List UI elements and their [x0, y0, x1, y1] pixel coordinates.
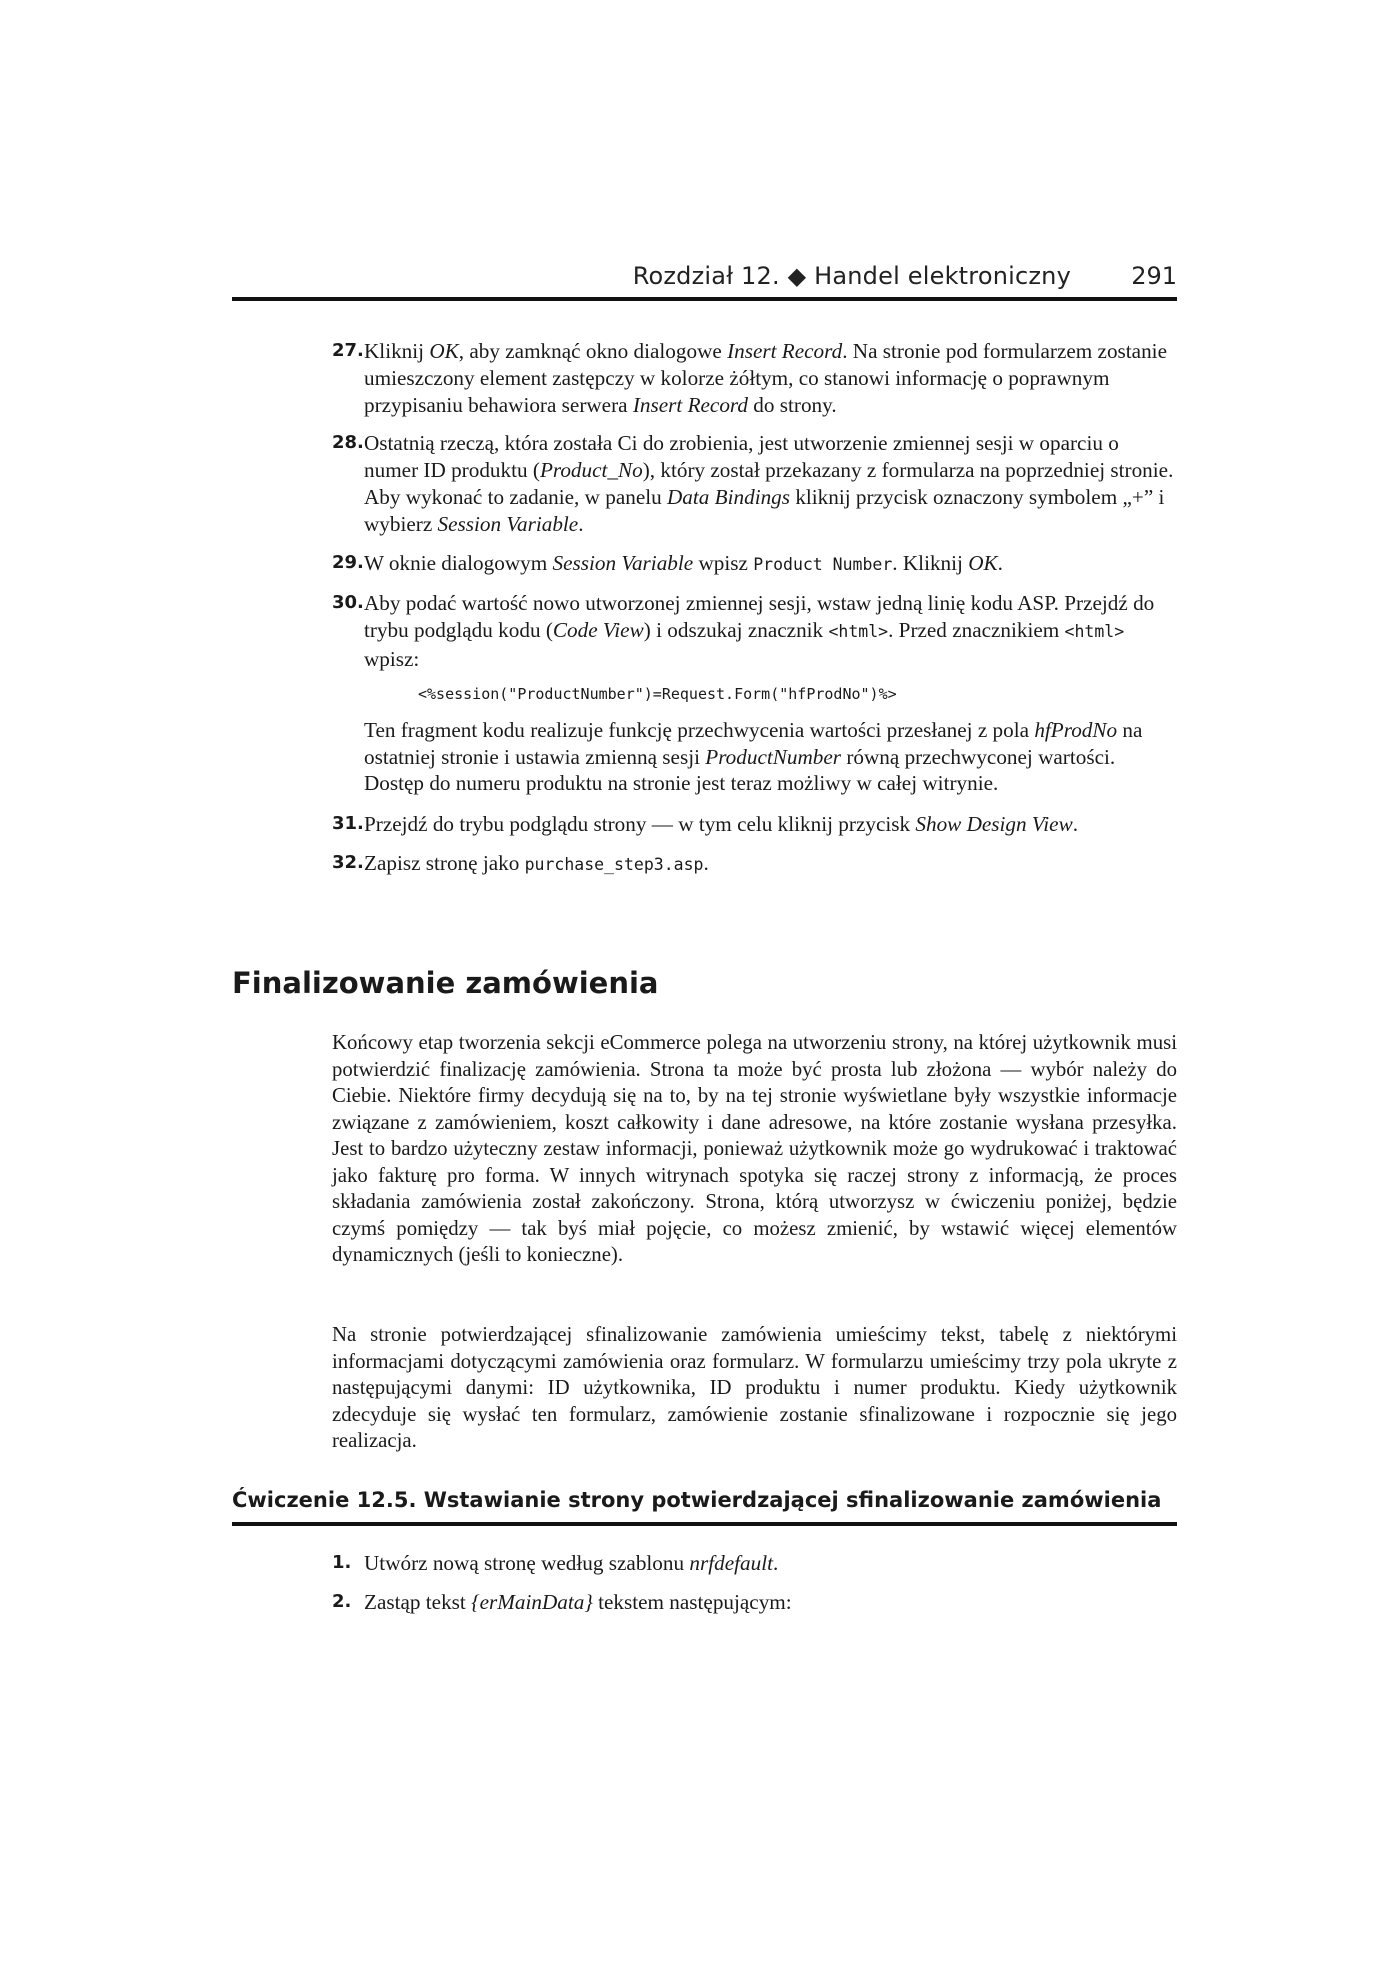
text-run: Przejdź do trybu podglądu strony — w tym celu kliknij przycisk: [364, 812, 916, 837]
section-title: Finalizowanie zamówienia: [232, 966, 659, 1000]
text-run: .: [772, 1551, 779, 1575]
running-title: Rozdział 12. ◆ Handel elektroniczny: [632, 262, 1071, 290]
italic-term: Code View: [552, 618, 644, 643]
text-run: ) i odszukaj znacznik: [643, 618, 829, 643]
italic-term: Insert Record: [632, 392, 748, 417]
exercise-steps-list: [232, 1550, 1177, 1628]
code-line: <%session("ProductNumber")=Request.Form("hfProdNo")%>: [418, 684, 897, 703]
inline-code: Product Number: [753, 554, 893, 574]
text-run: kliknij przycisk oznaczony symbolem „+” i wybierz: [364, 484, 1165, 536]
text-run: na ostatniej stronie i ustawia zmienną sesji: [364, 717, 1143, 769]
step-number: 28.: [332, 432, 364, 454]
list-item: [232, 850, 1177, 879]
text-run: Zastąp tekst: [364, 1589, 472, 1614]
list-item: [232, 1589, 1177, 1616]
step-number: 29.: [332, 551, 364, 573]
step-number: 2.: [332, 1590, 352, 1612]
list-item: [232, 590, 1177, 672]
steps-top-block: [232, 338, 1177, 891]
steps-bottom-list: [232, 811, 1177, 879]
text-run: . Przed znacznikiem: [888, 618, 1065, 643]
italic-term: ProductNumber: [705, 744, 842, 769]
page-number: 291: [1131, 262, 1177, 290]
italic-term: Insert Record: [727, 339, 843, 363]
inline-code: purchase_step3.asp: [524, 854, 704, 874]
text-run: wpisz:: [364, 646, 420, 671]
text-run: ), który został przekazany z formularza na poprzedniej stronie. Aby wykonać to zadanie, w panelu: [364, 458, 1174, 509]
list-item: [232, 338, 1177, 418]
exercise-rule: [232, 1522, 1177, 1526]
paragraph: Końcowy etap tworzenia sekcji eCommerce polega na utworzeniu strony, na której użytkownik musi potwierdzić finalizację zamówienia. Strona ta może być prosta lub złożona — wybór należy do Ciebie. Niektóre firmy decydują się na to, by na tej stronie wyświetlane były wszystkie informacje związane z zamówieniem, koszt całkowity i dane adresowe, na które zostanie wysłana przesyłka. Jest to bardzo użyteczny zestaw informacji, ponieważ użytkownik może go wydrukować i traktować jako fakturę pro forma. W innych witrynach spotyka się raczej strony z informacją, że proces składania zamówienia został zakończony. Strona, którą utworzysz w ćwiczeniu poniżej, będzie czymś pomiędzy — tak byś miał pojęcie, co możesz zmienić, by wstawić więcej elementów dynamicznych (jeśli to konieczne).: [332, 1031, 1177, 1266]
text-run: Ostatnią rzeczą, która została Ci do zrobienia, jest utworzenie zmiennej sesji w oparciu o numer ID produktu (: [364, 431, 1119, 483]
italic-term: Session Variable: [552, 550, 694, 575]
text-run: .: [703, 850, 709, 875]
italic-term: nrfdefault: [689, 1551, 773, 1575]
step-number: 31.: [332, 813, 364, 835]
steps-top-list: [232, 338, 1177, 673]
italic-term: OK: [429, 339, 459, 363]
list-item: [232, 430, 1177, 537]
text-run: do strony.: [747, 392, 837, 417]
italic-term: Show Design View: [915, 812, 1073, 837]
inline-code: <html>: [828, 622, 889, 642]
italic-term: Session Variable: [437, 511, 579, 536]
step-number: 27.: [332, 340, 364, 361]
paragraph: Na stronie potwierdzającej sfinalizowanie zamówienia umieścimy tekst, tabelę z niektórymi informacjami dotyczącymi zamówienia oraz formularz. W formularzu umieścimy trzy pola ukryte z następującymi danymi: ID użytkownika, ID produktu i numer produktu. Kiedy użytkownik zdecyduje się wysłać ten formularz, zamówienie zostanie sfinalizowane i rozpocznie się jego realizacja.: [332, 1323, 1177, 1452]
list-item: [232, 811, 1177, 838]
italic-term: OK: [968, 550, 998, 575]
text-run: W oknie dialogowym: [364, 550, 553, 575]
step-number: 30.: [332, 592, 364, 614]
step-number: 1.: [332, 1552, 352, 1573]
italic-term: {erMainData}: [471, 1589, 593, 1614]
text-run: Utwórz nową stronę według szablonu: [364, 1551, 690, 1575]
text-run: .: [578, 511, 584, 536]
paragraph-2-block: [332, 1322, 1177, 1455]
text-run: .: [1072, 812, 1078, 837]
text-run: , aby zamknąć okno dialogowe: [458, 339, 728, 363]
code-note: [232, 717, 1177, 797]
text-run: tekstem następującym:: [592, 1589, 792, 1614]
text-run: Ten fragment kodu realizuje funkcję przechwycenia wartości przesłanej z pola: [364, 717, 1035, 742]
text-run: Kliknij: [364, 339, 430, 363]
exercise-title: Ćwiczenie 12.5. Wstawianie strony potwierdzającej sfinalizowanie zamówienia: [232, 1488, 1162, 1512]
page-header: [232, 262, 1177, 294]
italic-term: Product_No: [539, 458, 643, 483]
list-item: [232, 1550, 1177, 1577]
text-run: równą przechwyconej wartości. Dostęp do numeru produktu na stronie jest teraz możliwy w całej witrynie.: [364, 744, 1116, 796]
text-run: Zapisz stronę jako: [364, 850, 525, 875]
text-run: . Kliknij: [892, 550, 969, 575]
step-number: 32.: [332, 851, 364, 873]
header-rule: [232, 297, 1177, 301]
text-run: .: [997, 550, 1003, 575]
inline-code: <html>: [1064, 622, 1125, 642]
italic-term: Data Bindings: [667, 484, 791, 509]
list-item: [232, 550, 1177, 579]
paragraph-1-block: [332, 1030, 1177, 1269]
text-run: . Na stronie pod formularzem zostanie umieszczony element zastępczy w kolorze żółtym, co stanowi informację o poprawnym przypisaniu behawiora serwera: [364, 339, 1167, 417]
text-run: wpisz: [693, 550, 754, 575]
text-run: Aby podać wartość nowo utworzonej zmiennej sesji, wstaw jedną linię kodu ASP. Przejdź do trybu podglądu kodu (: [364, 591, 1155, 643]
italic-term: hfProdNo: [1034, 717, 1118, 742]
